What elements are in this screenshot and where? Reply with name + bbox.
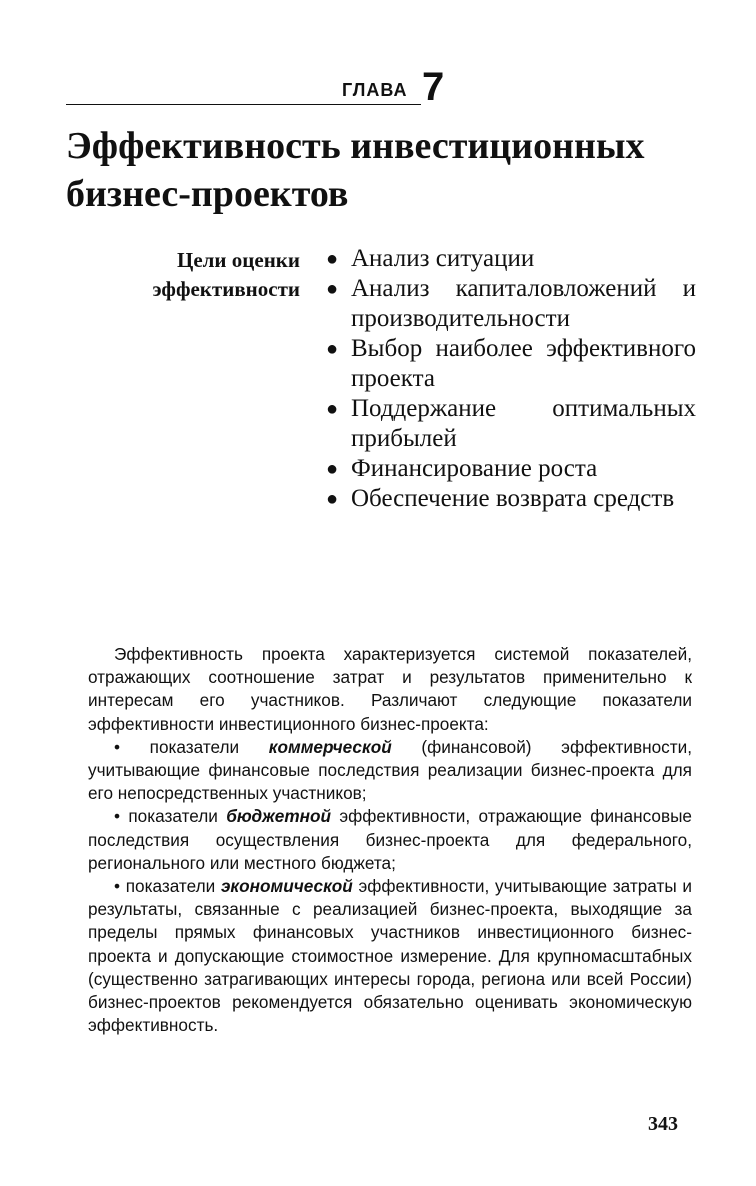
- bullet-icon: ●: [326, 248, 339, 270]
- bullet-icon: ●: [326, 278, 339, 300]
- chapter-header: [66, 66, 446, 112]
- chapter-word: ГЛАВА: [342, 80, 408, 100]
- emphasis-economic: экономической: [220, 876, 353, 897]
- body-paragraph-intro: Эффективность проекта характеризуется системой показателей, отражающих соотношение затрат и результатов применительно к интересам его участников. Различают следующие показатели эффективности инвестиционного бизнес-проекта:: [88, 644, 692, 734]
- bullet-icon: ●: [326, 338, 339, 360]
- chapter-title: [66, 122, 706, 218]
- goal-text: Обеспечение возврата средств: [351, 485, 675, 512]
- goals-label-line: эффективности: [152, 277, 300, 301]
- body-paragraph-commercial: [88, 736, 692, 806]
- item-prefix: • показатели: [114, 876, 221, 897]
- page-number: 343: [648, 1113, 678, 1135]
- bullet-icon: ●: [326, 398, 339, 420]
- item-text: эффективности, отражающие финансовые последствия осуществления бизнес-проекта для федерального, регионального или местного бюджета;: [88, 806, 692, 873]
- goal-item: [322, 334, 696, 394]
- item-text: эффективности, учитывающие затраты и результаты, связанные с реализацией бизнес-проекта, выходящие за пределы прямых финансовых участников инвестиционного бизнес-проекта и допускающие стоимостное измерение. Для крупномасштабных (существенно затрагивающих интересы города, региона или всей России) бизнес-проектов рекомендуется обязательно оценивать экономическую эффективность.: [88, 876, 693, 1036]
- goal-text: Выбор наиболее эффективного проекта: [351, 335, 696, 392]
- body-paragraph-budget: [88, 805, 692, 875]
- bullet-icon: ●: [326, 458, 339, 480]
- item-prefix: • показатели: [114, 736, 269, 757]
- goal-text: Анализ ситуации: [351, 245, 535, 272]
- emphasis-budget: бюджетной: [226, 806, 331, 827]
- goal-text: Поддержание оптимальных прибылей: [351, 395, 696, 452]
- goals-label-line: Цели оценки: [176, 248, 300, 272]
- goal-item: [322, 274, 696, 334]
- chapter-title-line: Эффективность инвестиционных: [66, 125, 645, 167]
- goal-text: Анализ капиталовложений и производительности: [351, 275, 696, 332]
- emphasis-commercial: коммерческой: [268, 736, 392, 757]
- goal-item: [322, 394, 696, 454]
- item-prefix: • показатели: [114, 806, 227, 827]
- goal-item: [322, 484, 696, 514]
- body-paragraph-economic: [88, 875, 692, 1037]
- goals-list: [322, 244, 696, 514]
- goals-label: [100, 246, 300, 304]
- goal-text: Финансирование роста: [351, 455, 598, 482]
- chapter-title-line: бизнес-проектов: [66, 173, 349, 215]
- chapter-number: 7: [422, 65, 445, 109]
- item-text: (финансовой) эффективности, учитывающие финансовые последствия реализации бизнес-проекта для его непосредственных участников;: [88, 736, 692, 804]
- bullet-icon: ●: [326, 488, 339, 510]
- goal-item: [322, 244, 696, 274]
- body-text: [88, 643, 692, 1037]
- goal-item: [322, 454, 696, 484]
- chapter-rule: [66, 104, 421, 105]
